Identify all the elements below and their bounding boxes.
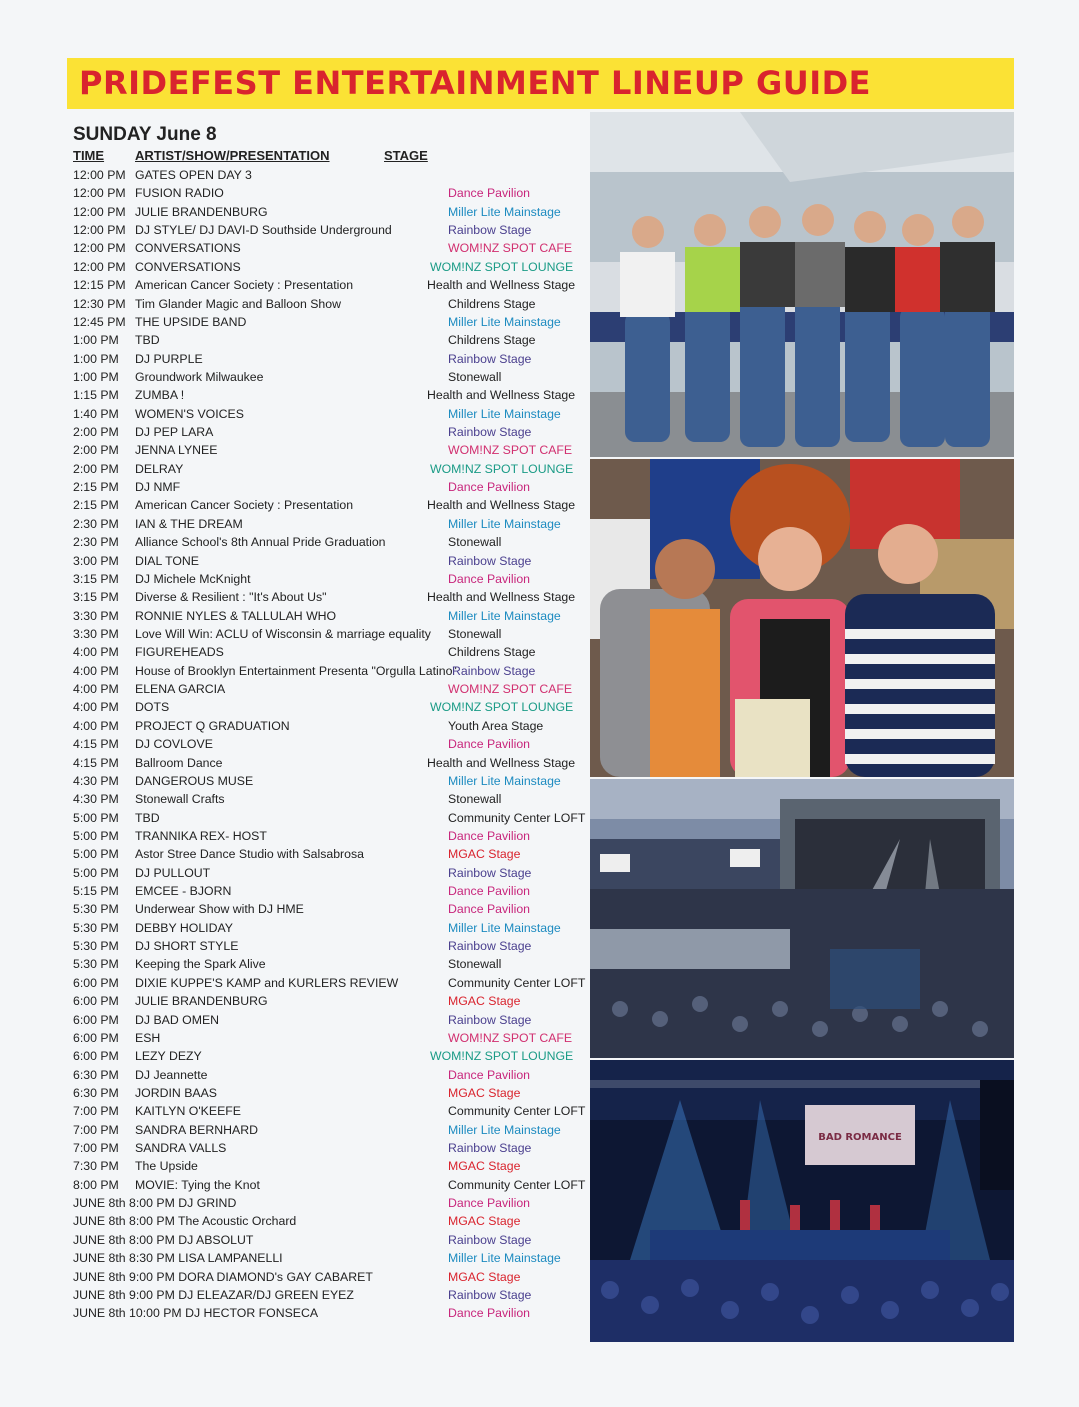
row-stage: Health and Wellness Stage bbox=[427, 278, 576, 293]
row-artist: Tim Glander Magic and Balloon Show bbox=[135, 296, 341, 311]
schedule-row bbox=[73, 900, 593, 918]
row-artist: JORDIN BAAS bbox=[135, 1085, 217, 1100]
row-time: 6:00 PM bbox=[73, 1049, 119, 1064]
row-stage: Miller Lite Mainstage bbox=[448, 516, 561, 531]
row-stage: MGAC Stage bbox=[448, 1269, 521, 1284]
schedule-row bbox=[73, 662, 593, 680]
schedule-row bbox=[73, 1249, 593, 1267]
row-artist: DJ Jeannette bbox=[135, 1067, 208, 1082]
schedule-row bbox=[73, 790, 593, 808]
schedule-row bbox=[73, 1176, 593, 1194]
schedule-row bbox=[73, 588, 593, 606]
row-artist: CONVERSATIONS bbox=[135, 241, 241, 256]
schedule-row bbox=[73, 1011, 593, 1029]
row-time: 5:15 PM bbox=[73, 884, 119, 899]
schedule-row bbox=[73, 295, 593, 313]
row-time: 7:30 PM bbox=[73, 1159, 119, 1174]
row-artist: JENNA LYNEE bbox=[135, 443, 218, 458]
row-stage: Childrens Stage bbox=[448, 645, 536, 660]
photo-evening-stage-crowd bbox=[590, 779, 1014, 1058]
row-stage: Dance Pavilion bbox=[448, 480, 531, 495]
row-stage: Stonewall bbox=[448, 626, 502, 641]
row-time: 6:00 PM bbox=[73, 1012, 119, 1027]
row-artist: TRANNIKA REX- HOST bbox=[135, 828, 267, 843]
row-time: 5:30 PM bbox=[73, 902, 119, 917]
row-time: 7:00 PM bbox=[73, 1141, 119, 1156]
row-time: 12:00 PM bbox=[73, 186, 126, 201]
schedule-row bbox=[73, 735, 593, 753]
schedule-row bbox=[73, 680, 593, 698]
schedule-row bbox=[73, 331, 593, 349]
row-stage: Dance Pavilion bbox=[448, 902, 531, 917]
schedule-row bbox=[73, 184, 593, 202]
row-time: 4:00 PM bbox=[73, 700, 119, 715]
schedule-row bbox=[73, 1286, 593, 1304]
row-time: 8:00 PM bbox=[73, 1177, 119, 1192]
row-stage: Dance Pavilion bbox=[448, 828, 531, 843]
schedule-row bbox=[73, 258, 593, 276]
schedule-row bbox=[73, 423, 593, 441]
row-stage: Youth Area Stage bbox=[448, 718, 544, 733]
row-stage: WOM!NZ SPOT CAFE bbox=[448, 1030, 573, 1045]
row-artist: DIXIE KUPPE'S KAMP and KURLERS REVIEW bbox=[135, 975, 399, 990]
row-artist: THE UPSIDE BAND bbox=[135, 314, 247, 329]
schedule-row bbox=[73, 515, 593, 533]
column-header-stage: STAGE bbox=[384, 148, 428, 163]
row-stage: Dance Pavilion bbox=[448, 1196, 531, 1211]
row-time: 5:00 PM bbox=[73, 810, 119, 825]
row-time: 4:00 PM bbox=[73, 663, 119, 678]
row-stage: Rainbow Stage bbox=[448, 223, 532, 238]
row-time: 4:30 PM bbox=[73, 792, 119, 807]
schedule-row bbox=[73, 533, 593, 551]
row-artist: Love Will Win: ACLU of Wisconsin & marriage equality bbox=[135, 626, 431, 641]
row-time: 1:15 PM bbox=[73, 388, 119, 403]
schedule-row bbox=[73, 772, 593, 790]
row-artist: Keeping the Spark Alive bbox=[135, 957, 266, 972]
row-stage: Stonewall bbox=[448, 535, 502, 550]
row-stage: Rainbow Stage bbox=[448, 1287, 532, 1302]
schedule-row bbox=[73, 496, 593, 514]
row-stage: Stonewall bbox=[448, 792, 502, 807]
row-time: 1:00 PM bbox=[73, 351, 119, 366]
row-time: 2:00 PM bbox=[73, 461, 119, 476]
schedule-row bbox=[73, 478, 593, 496]
schedule-row bbox=[73, 1212, 593, 1230]
row-stage: Miller Lite Mainstage bbox=[448, 1251, 561, 1266]
schedule-row bbox=[73, 368, 593, 386]
schedule-row bbox=[73, 809, 593, 827]
row-stage: Rainbow Stage bbox=[448, 425, 532, 440]
row-artist: DJ STYLE/ DJ DAVI-D Southside Underground bbox=[135, 223, 392, 238]
schedule-row bbox=[73, 698, 593, 716]
row-artist: KAITLYN O'KEEFE bbox=[135, 1104, 241, 1119]
row-stage: MGAC Stage bbox=[448, 1159, 521, 1174]
row-artist: ESH bbox=[135, 1030, 161, 1045]
schedule-row bbox=[73, 1304, 593, 1322]
row-time: JUNE 8th 9:00 PM DJ ELEAZAR/DJ GREEN EYEZ bbox=[73, 1287, 354, 1302]
row-artist: House of Brooklyn Entertainment Presenta "Orgulla Latino" bbox=[135, 663, 457, 678]
row-stage: WOM!NZ SPOT CAFE bbox=[448, 241, 573, 256]
row-stage: Miller Lite Mainstage bbox=[448, 1122, 561, 1137]
row-time: JUNE 8th 8:00 PM DJ ABSOLUT bbox=[73, 1232, 254, 1247]
row-artist: DJ PEP LARA bbox=[135, 425, 214, 440]
row-stage: WOM!NZ SPOT LOUNGE bbox=[430, 461, 574, 476]
row-time: 4:00 PM bbox=[73, 718, 119, 733]
row-stage: MGAC Stage bbox=[448, 994, 521, 1009]
schedule-row bbox=[73, 203, 593, 221]
row-time: 4:00 PM bbox=[73, 645, 119, 660]
row-time: 2:30 PM bbox=[73, 516, 119, 531]
row-stage: Rainbow Stage bbox=[448, 939, 532, 954]
row-stage: Dance Pavilion bbox=[448, 1306, 531, 1321]
column-header-time: TIME bbox=[73, 148, 105, 163]
schedule-row bbox=[73, 1084, 593, 1102]
row-stage: Stonewall bbox=[448, 369, 502, 384]
schedule-row bbox=[73, 919, 593, 937]
row-time: 6:00 PM bbox=[73, 975, 119, 990]
row-stage: Miller Lite Mainstage bbox=[448, 920, 561, 935]
row-artist: SANDRA BERNHARD bbox=[135, 1122, 258, 1137]
row-artist: SANDRA VALLS bbox=[135, 1141, 227, 1156]
row-time: 5:30 PM bbox=[73, 939, 119, 954]
row-time: 6:30 PM bbox=[73, 1085, 119, 1100]
schedule-row bbox=[73, 625, 593, 643]
column-header-artist: ARTIST/SHOW/PRESENTATION bbox=[135, 148, 330, 163]
row-time: 2:30 PM bbox=[73, 535, 119, 550]
schedule-row bbox=[73, 1102, 593, 1120]
row-time: 5:00 PM bbox=[73, 847, 119, 862]
schedule-row bbox=[73, 717, 593, 735]
row-time: JUNE 8th 9:00 PM DORA DIAMOND's GAY CABARET bbox=[73, 1269, 373, 1284]
row-artist: DJ COVLOVE bbox=[135, 737, 213, 752]
row-time: JUNE 8th 8:00 PM DJ GRIND bbox=[73, 1196, 237, 1211]
row-artist: Astor Stree Dance Studio with Salsabrosa bbox=[135, 847, 364, 862]
schedule-row bbox=[73, 1139, 593, 1157]
row-stage: Community Center LOFT bbox=[448, 1177, 586, 1192]
row-time: 5:00 PM bbox=[73, 865, 119, 880]
row-stage: MGAC Stage bbox=[448, 1214, 521, 1229]
schedule-row bbox=[73, 386, 593, 404]
title-banner bbox=[67, 58, 1014, 109]
row-artist: CONVERSATIONS bbox=[135, 259, 241, 274]
row-time: 6:30 PM bbox=[73, 1067, 119, 1082]
row-time: 12:45 PM bbox=[73, 314, 126, 329]
row-stage: WOM!NZ SPOT CAFE bbox=[448, 682, 573, 697]
row-artist: ELENA GARCIA bbox=[135, 682, 226, 697]
day-heading: SUNDAY June 8 bbox=[73, 124, 217, 145]
row-artist: IAN & THE DREAM bbox=[135, 516, 243, 531]
row-artist: FUSION RADIO bbox=[135, 186, 224, 201]
row-stage: Miller Lite Mainstage bbox=[448, 314, 561, 329]
row-artist: Groundwork Milwaukee bbox=[135, 369, 264, 384]
row-time: 12:30 PM bbox=[73, 296, 126, 311]
schedule-row bbox=[73, 1121, 593, 1139]
row-stage: Dance Pavilion bbox=[448, 186, 531, 201]
row-time: 3:15 PM bbox=[73, 590, 119, 605]
schedule-row bbox=[73, 570, 593, 588]
schedule-row bbox=[73, 276, 593, 294]
row-artist: The Upside bbox=[135, 1159, 198, 1174]
row-stage: Community Center LOFT bbox=[448, 975, 586, 990]
row-time: 7:00 PM bbox=[73, 1122, 119, 1137]
row-time: 12:15 PM bbox=[73, 278, 126, 293]
row-artist: EMCEE - BJORN bbox=[135, 884, 232, 899]
row-artist: PROJECT Q GRADUATION bbox=[135, 718, 290, 733]
schedule-row bbox=[73, 1047, 593, 1065]
row-stage: Stonewall bbox=[448, 957, 502, 972]
page-title: PRIDEFEST ENTERTAINMENT LINEUP GUIDE bbox=[79, 64, 872, 102]
row-time: JUNE 8th 8:30 PM LISA LAMPANELLI bbox=[73, 1251, 283, 1266]
row-artist: RONNIE NYLES & TALLULAH WHO bbox=[135, 608, 337, 623]
schedule-row bbox=[73, 845, 593, 863]
row-artist: MOVIE: Tying the Knot bbox=[135, 1177, 260, 1192]
row-stage: Health and Wellness Stage bbox=[427, 498, 576, 513]
row-time: 12:00 PM bbox=[73, 204, 126, 219]
row-stage: Miller Lite Mainstage bbox=[448, 608, 561, 623]
row-artist: WOMEN'S VOICES bbox=[135, 406, 244, 421]
row-time: 2:15 PM bbox=[73, 480, 119, 495]
row-stage: Dance Pavilion bbox=[448, 571, 531, 586]
row-time: 12:00 PM bbox=[73, 223, 126, 238]
row-artist: Alliance School's 8th Annual Pride Graduation bbox=[135, 535, 386, 550]
row-time: 12:00 PM bbox=[73, 259, 126, 274]
row-stage: Rainbow Stage bbox=[448, 865, 532, 880]
row-time: 5:30 PM bbox=[73, 957, 119, 972]
row-time: 4:15 PM bbox=[73, 737, 119, 752]
row-time: 12:00 PM bbox=[73, 241, 126, 256]
photo-drag-queen-group bbox=[590, 459, 1014, 777]
schedule-list bbox=[73, 166, 593, 1323]
row-stage: Childrens Stage bbox=[448, 333, 536, 348]
schedule-row bbox=[73, 460, 593, 478]
row-stage: Rainbow Stage bbox=[448, 351, 532, 366]
row-stage: Community Center LOFT bbox=[448, 810, 586, 825]
row-stage: Miller Lite Mainstage bbox=[448, 406, 561, 421]
schedule-row bbox=[73, 955, 593, 973]
row-time: 5:30 PM bbox=[73, 920, 119, 935]
schedule-row bbox=[73, 166, 593, 184]
row-time: 2:00 PM bbox=[73, 425, 119, 440]
row-stage: Rainbow Stage bbox=[448, 1012, 532, 1027]
row-stage: Dance Pavilion bbox=[448, 737, 531, 752]
schedule-row bbox=[73, 1029, 593, 1047]
row-time: 7:00 PM bbox=[73, 1104, 119, 1119]
schedule-row bbox=[73, 221, 593, 239]
row-stage: MGAC Stage bbox=[448, 1085, 521, 1100]
schedule-row bbox=[73, 974, 593, 992]
row-stage: Childrens Stage bbox=[448, 296, 536, 311]
row-artist: DANGEROUS MUSE bbox=[135, 773, 254, 788]
row-artist: JULIE BRANDENBURG bbox=[135, 204, 268, 219]
schedule-row bbox=[73, 1194, 593, 1212]
schedule-row bbox=[73, 239, 593, 257]
row-stage: Dance Pavilion bbox=[448, 1067, 531, 1082]
row-time: 1:00 PM bbox=[73, 369, 119, 384]
row-stage: Health and Wellness Stage bbox=[427, 590, 576, 605]
row-stage: Rainbow Stage bbox=[448, 1232, 532, 1247]
schedule-row bbox=[73, 1231, 593, 1249]
schedule-row bbox=[73, 607, 593, 625]
schedule-row bbox=[73, 441, 593, 459]
row-time: 12:00 PM bbox=[73, 168, 126, 182]
schedule-row bbox=[73, 643, 593, 661]
schedule-row bbox=[73, 313, 593, 331]
row-artist: Stonewall Crafts bbox=[135, 792, 225, 807]
row-time: 6:00 PM bbox=[73, 1030, 119, 1045]
row-artist: ZUMBA ! bbox=[135, 388, 185, 403]
row-time: 3:00 PM bbox=[73, 553, 119, 568]
row-artist: DJ Michele McKnight bbox=[135, 571, 251, 586]
row-time: 6:00 PM bbox=[73, 994, 119, 1009]
schedule-row bbox=[73, 1268, 593, 1286]
row-time: JUNE 8th 10:00 PM DJ HECTOR FONSECA bbox=[73, 1306, 319, 1321]
schedule-row bbox=[73, 552, 593, 570]
schedule-row bbox=[73, 754, 593, 772]
row-artist: Underwear Show with DJ HME bbox=[135, 902, 304, 917]
row-artist: LEZY DEZY bbox=[135, 1049, 202, 1064]
row-artist: DJ BAD OMEN bbox=[135, 1012, 220, 1027]
row-artist: GATES OPEN DAY 3 bbox=[135, 168, 252, 182]
row-time: 4:30 PM bbox=[73, 773, 119, 788]
row-artist: DJ NMF bbox=[135, 480, 181, 495]
row-artist: TBD bbox=[135, 810, 160, 825]
row-artist: FIGUREHEADS bbox=[135, 645, 224, 660]
row-stage: Dance Pavilion bbox=[448, 884, 531, 899]
photo-concert-stage bbox=[590, 1060, 1014, 1342]
row-artist: Diverse & Resilient : "It's About Us" bbox=[135, 590, 327, 605]
schedule-row bbox=[73, 864, 593, 882]
row-artist: DOTS bbox=[135, 700, 170, 715]
row-time: 3:30 PM bbox=[73, 626, 119, 641]
row-time: 4:00 PM bbox=[73, 682, 119, 697]
row-stage: WOM!NZ SPOT CAFE bbox=[448, 443, 573, 458]
row-artist: JULIE BRANDENBURG bbox=[135, 994, 268, 1009]
row-artist: DEBBY HOLIDAY bbox=[135, 920, 233, 935]
row-artist: DIAL TONE bbox=[135, 553, 200, 568]
row-time: 1:00 PM bbox=[73, 333, 119, 348]
row-time: 2:00 PM bbox=[73, 443, 119, 458]
stage-screen-text: BAD ROMANCE bbox=[818, 1132, 902, 1143]
row-stage: Miller Lite Mainstage bbox=[448, 204, 561, 219]
row-time: 1:40 PM bbox=[73, 406, 119, 421]
row-artist: DJ PULLOUT bbox=[135, 865, 211, 880]
schedule-row bbox=[73, 1157, 593, 1175]
schedule-row bbox=[73, 992, 593, 1010]
row-artist: DJ SHORT STYLE bbox=[135, 939, 239, 954]
row-stage: Miller Lite Mainstage bbox=[448, 773, 561, 788]
row-time: 2:15 PM bbox=[73, 498, 119, 513]
schedule-row bbox=[73, 405, 593, 423]
row-stage: Health and Wellness Stage bbox=[427, 755, 576, 770]
row-artist: DJ PURPLE bbox=[135, 351, 203, 366]
photo-crowd-friends bbox=[590, 112, 1014, 457]
row-stage: WOM!NZ SPOT LOUNGE bbox=[430, 700, 574, 715]
row-stage: Rainbow Stage bbox=[448, 553, 532, 568]
row-stage: Rainbow Stage bbox=[452, 663, 536, 678]
row-stage: Rainbow Stage bbox=[448, 1141, 532, 1156]
schedule-row bbox=[73, 827, 593, 845]
row-time: 5:00 PM bbox=[73, 828, 119, 843]
row-stage: Health and Wellness Stage bbox=[427, 388, 576, 403]
row-stage: WOM!NZ SPOT LOUNGE bbox=[430, 1049, 574, 1064]
row-time: 3:15 PM bbox=[73, 571, 119, 586]
schedule-row bbox=[73, 882, 593, 900]
schedule-row bbox=[73, 937, 593, 955]
row-artist: American Cancer Society : Presentation bbox=[135, 498, 354, 513]
row-artist: TBD bbox=[135, 333, 160, 348]
row-artist: Ballroom Dance bbox=[135, 755, 223, 770]
row-time: JUNE 8th 8:00 PM The Acoustic Orchard bbox=[73, 1214, 297, 1229]
row-artist: American Cancer Society : Presentation bbox=[135, 278, 354, 293]
schedule-row bbox=[73, 350, 593, 368]
row-time: 3:30 PM bbox=[73, 608, 119, 623]
schedule-row bbox=[73, 1066, 593, 1084]
row-time: 4:15 PM bbox=[73, 755, 119, 770]
row-stage: WOM!NZ SPOT LOUNGE bbox=[430, 259, 574, 274]
row-stage: MGAC Stage bbox=[448, 847, 521, 862]
row-artist: DELRAY bbox=[135, 461, 184, 476]
row-stage: Community Center LOFT bbox=[448, 1104, 586, 1119]
